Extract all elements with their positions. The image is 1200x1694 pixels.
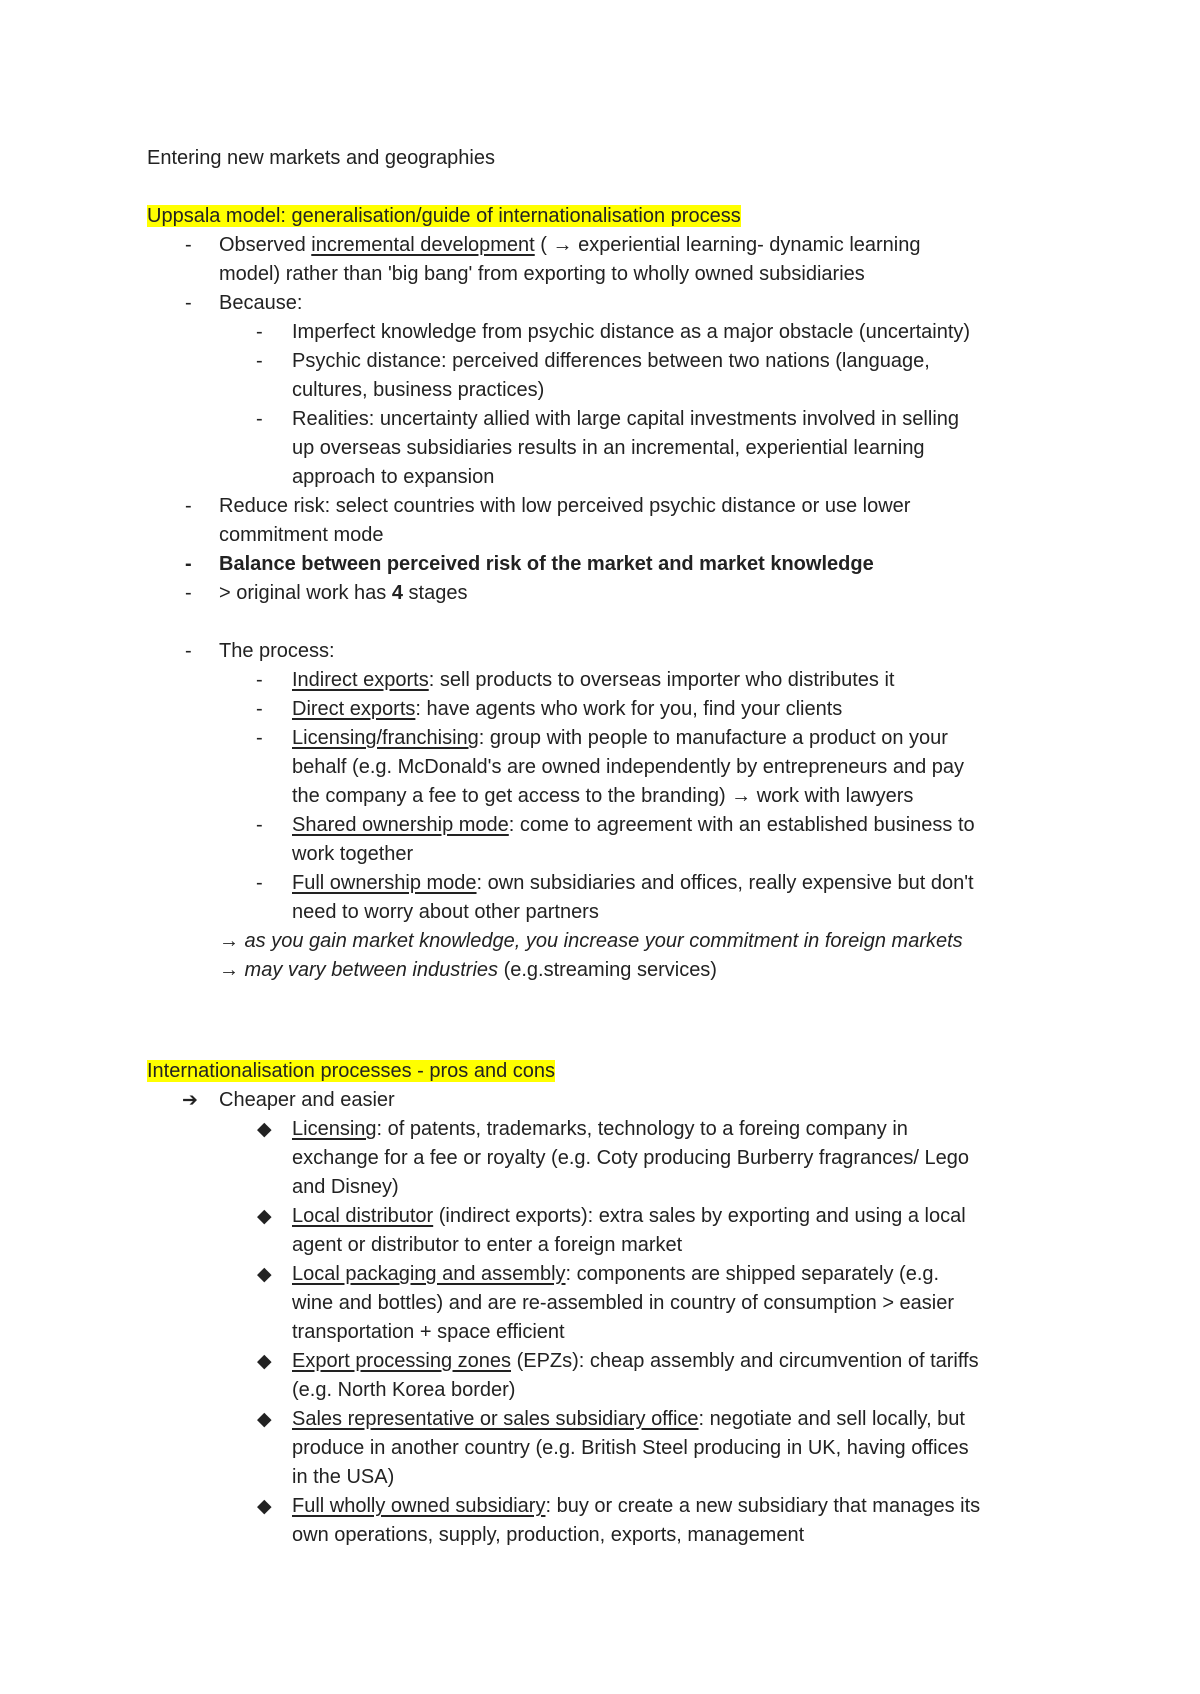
underlined-term: Full wholly owned subsidiary: [292, 1495, 546, 1517]
option-local-packaging-assembly: ◆ Local packaging and assembly: components are shipped separately (e.g. wine and bottles) and are re-assembled in country of consumption > easier transportation + space efficient: [292, 1260, 1082, 1347]
process-step-direct-exports: - Direct exports: have agents who work for you, find your clients: [292, 695, 1072, 724]
process-step-shared-ownership: - Shared ownership mode: come to agreement with an established business to work together: [292, 811, 1072, 869]
dash-marker: -: [185, 640, 192, 662]
dash-marker: -: [256, 321, 263, 343]
underlined-term: Sales representative or sales subsidiary office: [292, 1408, 699, 1430]
diamond-bullet-icon: ◆: [257, 1206, 272, 1227]
option-sales-representative: ◆ Sales representative or sales subsidiary office: negotiate and sell locally, but produce in another country (e.g. British Steel producing in UK, having offices in the USA): [292, 1405, 1082, 1492]
diamond-bullet-icon: ◆: [257, 1409, 272, 1430]
dash-marker: -: [256, 814, 263, 836]
underlined-term: Licensing/franchising: [292, 727, 479, 749]
option-local-distributor: ◆ Local distributor (indirect exports): extra sales by exporting and using a local agent or distributor to enter a foreign market: [292, 1202, 1082, 1260]
dash-marker: -: [256, 669, 263, 691]
process-step-indirect-exports: - Indirect exports: sell products to overseas importer who distributes it: [292, 666, 1072, 695]
sub-bullet-realities: - Realities: uncertainty allied with large capital investments involved in selling up overseas subsidiaries results in an incremental, experiential learning approach to expansion: [292, 405, 1072, 492]
underlined-term: Local packaging and assembly: [292, 1263, 566, 1285]
bullet-original-work: - > original work has 4 stages: [219, 579, 1029, 608]
highlighted-heading: Internationalisation processes - pros and cons: [147, 1060, 556, 1082]
option-licensing: ◆ Licensing: of patents, trademarks, technology to a foreing company in exchange for a fee or royalty (e.g. Coty producing Burberry fragrances/ Lego and Disney): [292, 1115, 1082, 1202]
underlined-term: Full ownership mode: [292, 872, 477, 894]
dash-marker: -: [185, 234, 192, 256]
underlined-term: incremental development: [311, 234, 535, 256]
diamond-bullet-icon: ◆: [257, 1119, 272, 1140]
underlined-term: Direct exports: [292, 698, 416, 720]
diamond-bullet-icon: ◆: [257, 1496, 272, 1517]
bullet-observed: - Observed incremental development ( → experiential learning- dynamic learning model) rather than 'big bang' from exporting to wholly owned subsidiaries: [219, 231, 1029, 289]
arrow-item-cheaper-easier: ➔ Cheaper and easier: [219, 1086, 1019, 1115]
note-market-knowledge: → as you gain market knowledge, you increase your commitment in foreign markets: [219, 930, 963, 952]
underlined-term: Shared ownership mode: [292, 814, 509, 836]
highlighted-heading: Uppsala model: generalisation/guide of internationalisation process: [147, 205, 741, 227]
arrow-bullet-icon: ➔: [182, 1090, 198, 1111]
dash-marker: -: [185, 553, 192, 575]
bullet-because: - Because:: [219, 289, 1029, 318]
dash-marker: -: [185, 292, 192, 314]
underlined-term: Indirect exports: [292, 669, 429, 691]
note-industries: → may vary between industries (e.g.streaming services): [219, 959, 717, 981]
dash-marker: -: [256, 698, 263, 720]
diamond-bullet-icon: ◆: [257, 1264, 272, 1285]
dash-marker: -: [185, 495, 192, 517]
section-heading-pros-cons: [147, 1057, 555, 1086]
diamond-bullet-icon: ◆: [257, 1351, 272, 1372]
bullet-reduce-risk: - Reduce risk: select countries with low perceived psychic distance or use lower commitment mode: [219, 492, 1029, 550]
dash-marker: -: [185, 582, 192, 604]
bullet-balance: - Balance between perceived risk of the market and market knowledge: [219, 550, 1029, 579]
process-step-licensing-franchising: - Licensing/franchising: group with people to manufacture a product on your behalf (e.g. McDonald's are owned independently by entrepreneurs and pay the company a fee to get access to the branding) → work with lawyers: [292, 724, 1072, 811]
sub-bullet-psychic-distance: - Psychic distance: perceived differences between two nations (language, cultures, business practices): [292, 347, 1072, 405]
dash-marker: -: [256, 872, 263, 894]
option-full-wholly-owned-subsidiary: ◆ Full wholly owned subsidiary: buy or create a new subsidiary that manages its own operations, supply, production, exports, management: [292, 1492, 1082, 1550]
dash-marker: -: [256, 408, 263, 430]
underlined-term: Local distributor: [292, 1205, 434, 1227]
dash-marker: -: [256, 350, 263, 372]
process-step-full-ownership: - Full ownership mode: own subsidiaries and offices, really expensive but don't need to worry about other partners: [292, 869, 1072, 927]
underlined-term: Export processing zones: [292, 1350, 512, 1372]
section-heading-uppsala: [147, 202, 741, 231]
option-export-processing-zones: ◆ Export processing zones (EPZs): cheap assembly and circumvention of tariffs (e.g. North Korea border): [292, 1347, 1082, 1405]
dash-marker: -: [256, 727, 263, 749]
sub-bullet-imperfect-knowledge: - Imperfect knowledge from psychic distance as a major obstacle (uncertainty): [292, 318, 1072, 347]
document-title: Entering new markets and geographies: [147, 147, 495, 169]
bullet-process: - The process:: [219, 637, 1029, 666]
underlined-term: Licensing: [292, 1118, 377, 1140]
